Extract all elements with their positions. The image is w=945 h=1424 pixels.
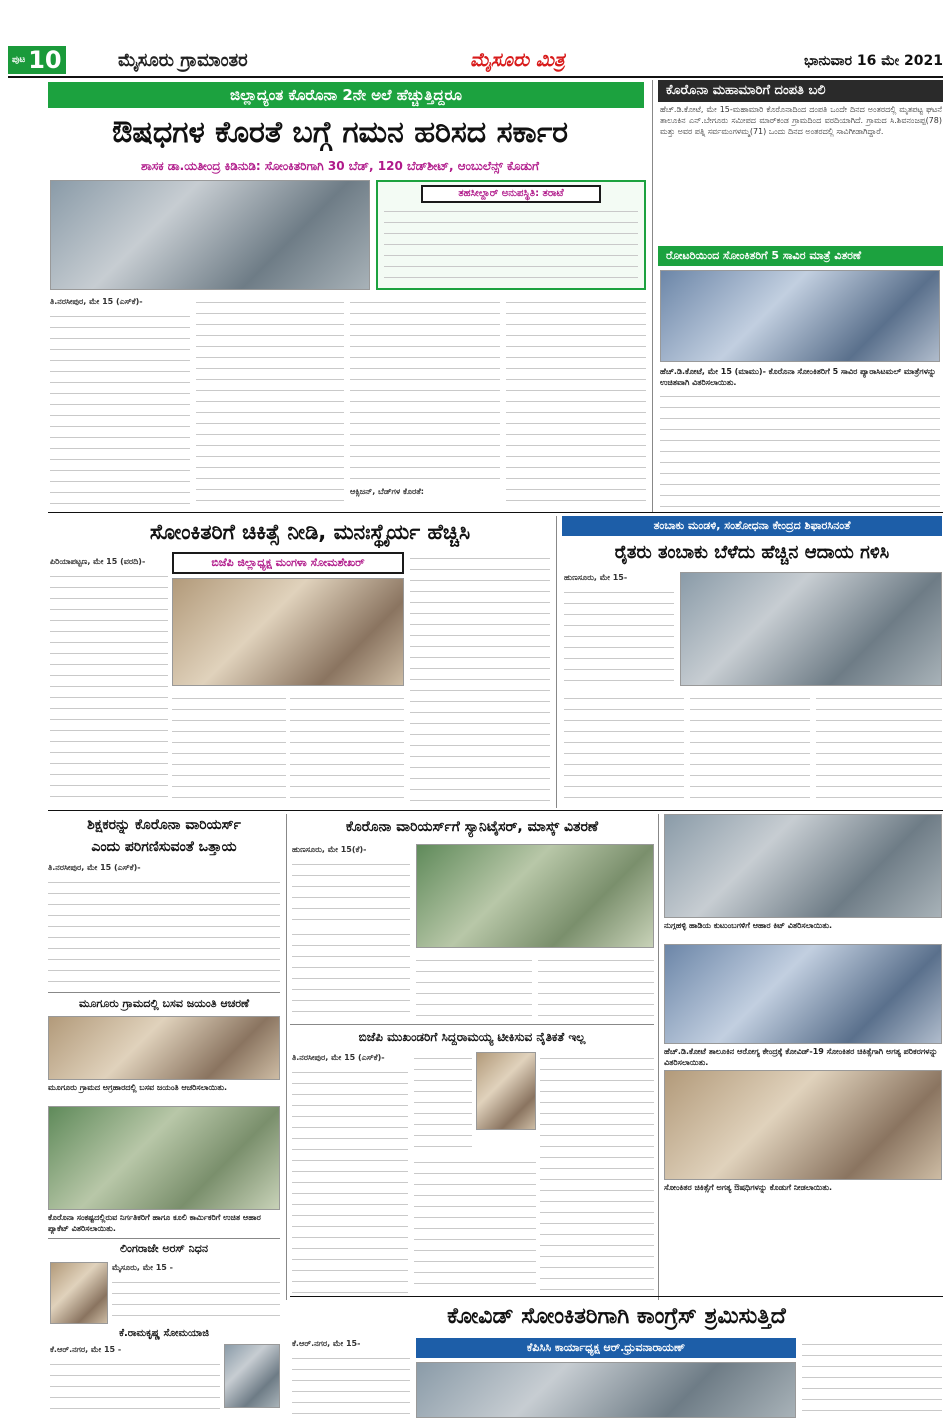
lead-col-2 bbox=[196, 296, 344, 510]
lead-kicker: ಜಿಲ್ಲಾದ್ಯಂತ ಕೊರೊನಾ 2ನೇ ಅಲೆ ಹೆಚ್ಚುತ್ತಿದ್ದರೂ bbox=[48, 82, 644, 108]
right-top-body bbox=[660, 390, 940, 510]
section-rule-2 bbox=[48, 810, 943, 811]
tobacco-kicker: ತಂಬಾಕು ಮಂಡಳಿ, ಸಂಶೋಧನಾ ಕೇಂದ್ರದ ಶಿಫಾರಸಿನಂತೆ bbox=[562, 516, 942, 536]
lead-inset-text bbox=[384, 205, 638, 289]
obit-rule bbox=[48, 1238, 280, 1239]
sanitizer-col-2 bbox=[292, 928, 410, 1020]
newspaper-logo: ಮೈಸೂರು ಮಿತ್ರ bbox=[470, 49, 565, 71]
lead-col-1 bbox=[50, 310, 190, 510]
basava-photo bbox=[48, 1016, 280, 1080]
sanitizer-col-4 bbox=[538, 954, 654, 1020]
sanitizer-col-1 bbox=[292, 858, 410, 922]
right-mid-caption-3: ಸೋಂಕಿತರ ಚಿಕಿತ್ಸೆಗೆ ಅಗತ್ಯ ಔಷಧಿಗಳನ್ನು ಕೊಡುಗೆ ನೀಡಲಾಯಿತು. bbox=[664, 1183, 833, 1192]
lead-photo bbox=[50, 180, 370, 290]
right-mid-caption-1: ನುಗ್ಗಹಳ್ಳಿ ಹಾಡಿಯ ಕುಟುಂಬಗಳಿಗೆ ಆಹಾರ ಕಿಟ್ ವಿತರಿಸಲಾಯಿತು. bbox=[664, 921, 833, 930]
page-label: ಪುಟ bbox=[12, 55, 26, 65]
basava-rule bbox=[48, 992, 280, 993]
obit-body-2 bbox=[50, 1358, 220, 1418]
right-photo bbox=[660, 270, 940, 362]
basava-caption: ಮೂಗೂರು ಗ್ರಾಮದ ಅಗ್ರಹಾರದಲ್ಲಿ ಬಸವ ಜಯಂತಿ ಆಚರಿಸಲಾಯಿತು. bbox=[48, 1083, 228, 1092]
tobacco-photo bbox=[680, 572, 942, 686]
section-rule-1 bbox=[48, 512, 943, 513]
col-divider-3 bbox=[286, 814, 287, 1300]
second-col-2 bbox=[172, 692, 286, 806]
lead-inset-box bbox=[376, 180, 646, 290]
sanitizer-headline: ಕೊರೊನಾ ವಾರಿಯರ್ಸ್‌ಗೆ ಸ್ಯಾನಿಟೈಸರ್, ಮಾಸ್ಕ್ ವಿತರಣೆ bbox=[345, 819, 599, 835]
lead-closing-label: ಆಕ್ಸಿಜನ್, ಬೆಡ್‌ಗಳ ಕೊರತೆ: bbox=[350, 487, 424, 496]
food-kit-caption: ಕೊರೊನಾ ಸಂಕಷ್ಟದಲ್ಲಿರುವ ನಿರ್ಗತಿಕರಿಗೆ ಹಾಗೂ ಕೂಲಿ ಕಾರ್ಮಿಕರಿಗೆ ಉಚಿತ ಆಹಾರ ಪ್ಯಾಕೆಟ್ ವಿತರಿಸಲಾಯಿತು. bbox=[48, 1213, 261, 1233]
teachers-headline-2: ಎಂದು ಪರಿಗಣಿಸುವಂತೆ ಒತ್ತಾಯ bbox=[91, 839, 237, 855]
bjp-col-2b bbox=[414, 1156, 536, 1294]
bjp-col-2a bbox=[414, 1052, 472, 1152]
right-lead-text: ಹೆಚ್.ಡಿ.ಕೋಟೆ, ಮೇ 15-ಮಹಾಮಾರಿ ಕೊರೊನಾದಿಂದ ದಂಪತಿ ಒಂದೇ ದಿನದ ಅಂತರದಲ್ಲಿ ಮೃತಪಟ್ಟ ಘಟನೆ ತಾಲೂಕಿನ ಎನ್.ಬೇಗೂರು ಸಮೀಪದ ಮಾರ್‌ಕಂಡ ಗ್ರಾಮದಿಂದ ವರದಿಯಾಗಿದೆ. ಗ್ರಾಮದ ಸಿ.ಶಿವನಂಜಪ್ಪ(78) ಮತ್ತು ಅವರ ಪತ್ನಿ ಸರ್ವಮಂಗಳಮ್ಮ(71) ಒಂದು ದಿನದ ಅಂತರದಲ್ಲಿ ಸಾವಿಗೀಡಾಗಿದ್ದಾರೆ. bbox=[660, 105, 942, 136]
tobacco-headline: ರೈತರು ತಂಬಾಕು ಬೆಳೆದು ಹೆಚ್ಚಿನ ಆದಾಯ ಗಳಿಸಿ bbox=[614, 542, 890, 563]
sanitizer-byline: ಹುಣಸೂರು, ಮೇ 15(ಕೆ)- bbox=[292, 845, 367, 854]
issue-date: ಭಾನುವಾರ 16 ಮೇ 2021 bbox=[803, 53, 943, 69]
obit-body-1 bbox=[112, 1276, 280, 1324]
teachers-headline-1: ಶಿಕ್ಷಕರನ್ನು ಕೊರೊನಾ ವಾರಿಯರ್ಸ್ bbox=[87, 817, 241, 833]
tobacco-col-3 bbox=[690, 692, 810, 806]
obit-head-2: ಕೆ.ರಾಮಕೃಷ್ಣ ಸೋಮಯಾಜಿ bbox=[119, 1328, 209, 1339]
tobacco-col-1 bbox=[564, 586, 674, 686]
lead-col-3 bbox=[350, 296, 500, 484]
lead-headline: ಔಷಧಗಳ ಕೊರತೆ ಬಗ್ಗೆ ಗಮನ ಹರಿಸದ ಸರ್ಕಾರ bbox=[111, 115, 569, 150]
bjp-byline: ತಿ.ನರಸೀಪುರ, ಮೇ 15 (ಎಸ್‌ಕೆ)- bbox=[292, 1053, 385, 1062]
teachers-byline: ತಿ.ನರಸೀಪುರ, ಮೇ 15 (ಎಸ್‌ಕೆ)- bbox=[48, 863, 141, 872]
congress-col-right bbox=[802, 1338, 942, 1418]
tobacco-byline: ಹುಣಸೂರು, ಮೇ 15- bbox=[564, 573, 628, 582]
bjp-headline: ಬಿಜೆಪಿ ಮುಖಂಡರಿಗೆ ಸಿದ್ದರಾಮಯ್ಯ ಟೀಕಿಸುವ ನೈತಿಕತೆ ಇಲ್ಲ bbox=[358, 1030, 586, 1044]
right-mid-photo-2 bbox=[664, 944, 942, 1044]
page-number-badge bbox=[8, 46, 120, 74]
bjp-rule bbox=[290, 1024, 654, 1025]
obit-byline-2: ಕೆ.ಆರ್.ನಗರ, ಮೇ 15 - bbox=[50, 1345, 122, 1354]
section-rule-3 bbox=[290, 1296, 943, 1297]
second-byline: ಪಿರಿಯಾಪಟ್ಟಣ, ಮೇ 15 (ವರದಿ)- bbox=[50, 557, 146, 566]
right-mid-photo-3 bbox=[664, 1070, 942, 1180]
masthead-rule bbox=[8, 76, 943, 78]
obit-portrait-2 bbox=[224, 1344, 280, 1408]
second-photo bbox=[172, 578, 404, 686]
right-photo-caption: ಹೆಚ್.ಡಿ.ಕೋಟೆ, ಮೇ 15 (ಮಾಮು)- ಕೊರೊನಾ ಸೋಂಕಿತರಿಗೆ 5 ಸಾವಿರ ಪ್ಯಾರಾಸಿಟಮಲ್ ಮಾತ್ರೆಗಳನ್ನು ಉಚಿತವಾಗಿ ವಿತರಿಸಲಾಯಿತು. bbox=[660, 367, 937, 387]
lead-byline: ತಿ.ನರಸೀಪುರ, ಮೇ 15 (ಎಸ್‌ಕೆ)- bbox=[50, 297, 143, 306]
col-divider bbox=[652, 80, 653, 512]
basava-headline: ಮೂಗೂರು ಗ್ರಾಮದಲ್ಲಿ ಬಸವ ಜಯಂತಿ ಆಚರಣೆ bbox=[78, 997, 250, 1010]
tobacco-col-4 bbox=[816, 692, 942, 806]
second-col-3 bbox=[290, 692, 404, 806]
tobacco-col-2 bbox=[564, 692, 684, 806]
obit-head-1: ಲಿಂಗರಾಜೇ ಅರಸ್ ನಿಧನ bbox=[119, 1242, 208, 1255]
lead-inset-tag: ತಹಸೀಲ್ದಾರ್ ಅನುಪಸ್ಥಿತಿ: ತರಾಟೆ bbox=[421, 185, 601, 203]
second-col-1 bbox=[50, 570, 168, 806]
obit-byline-1: ಮೈಸೂರು, ಮೇ 15 - bbox=[112, 1263, 173, 1272]
col-divider-4 bbox=[658, 814, 659, 1300]
right-mid-photo-1 bbox=[664, 814, 942, 918]
col-divider-2 bbox=[556, 516, 557, 808]
teachers-body bbox=[48, 876, 280, 988]
bjp-portrait bbox=[476, 1052, 536, 1130]
page-number: 10 bbox=[28, 46, 62, 74]
lead-col-4 bbox=[506, 296, 646, 510]
second-col-4 bbox=[410, 552, 550, 806]
congress-headline: ಕೋವಿಡ್ ಸೋಂಕಿತರಿಗಾಗಿ ಕಾಂಗ್ರೆಸ್ ಶ್ರಮಿಸುತ್ತಿದೆ bbox=[447, 1304, 786, 1329]
congress-col-1 bbox=[292, 1352, 410, 1418]
right-sub-head: ರೋಟರಿಯಿಂದ ಸೋಂಕಿತರಿಗೆ 5 ಸಾವಿರ ಮಾತ್ರೆ ವಿತರಣೆ bbox=[658, 246, 943, 266]
congress-band: ಕೆಪಿಸಿಸಿ ಕಾರ್ಯಾಧ್ಯಕ್ಷ ಆರ್.ಧ್ರುವನಾರಾಯಣ್ bbox=[416, 1338, 796, 1358]
congress-byline: ಕೆ.ಆರ್.ನಗರ, ಮೇ 15- bbox=[292, 1339, 361, 1348]
bjp-col-1 bbox=[292, 1066, 408, 1294]
obit-portrait-1 bbox=[50, 1262, 108, 1324]
food-kit-photo bbox=[48, 1106, 280, 1210]
right-box-head: ಕೊರೊನಾ ಮಹಾಮಾರಿಗೆ ದಂಪತಿ ಬಲಿ bbox=[658, 80, 943, 102]
bjp-col-3 bbox=[540, 1052, 654, 1294]
right-mid-caption-2: ಹೆಚ್.ಡಿ.ಕೋಟೆ ತಾಲೂಕಿನ ಆರೋಗ್ಯ ಕೇಂದ್ರಕ್ಕೆ ಕೋವಿಡ್-19 ಸೋಂಕಿತರ ಚಿಕಿತ್ಸೆಗಾಗಿ ಅಗತ್ಯ ಪರಿಕರಗಳನ್ನು ವಿತರಿಸಲಾಯಿತು. bbox=[664, 1047, 938, 1067]
lead-subhead: ಶಾಸಕ ಡಾ.ಯತೀಂದ್ರ ಕಿಡಿನುಡಿ: ಸೋಂಕಿತರಿಗಾಗಿ 30 ಬೆಡ್, 120 ಬೆಡ್‌ಶೀಟ್, ಆಂಬುಲೆನ್ಸ್ ಕೊಡುಗೆ bbox=[141, 159, 539, 173]
congress-photo bbox=[416, 1362, 796, 1418]
second-tag: ಬಿಜೆಪಿ ಜಿಲ್ಲಾಧ್ಯಕ್ಷ ಮಂಗಳಾ ಸೋಮಶೇಖರ್ bbox=[172, 552, 404, 574]
sanitizer-col-3 bbox=[416, 954, 532, 1020]
second-headline: ಸೋಂಕಿತರಿಗೆ ಚಿಕಿತ್ಸೆ ನೀಡಿ, ಮನಃಸ್ಥೈರ್ಯ ಹೆಚ್ಚಿಸಿ bbox=[149, 520, 471, 544]
sanitizer-photo bbox=[416, 844, 654, 948]
section-title: ಮೈಸೂರು ಗ್ರಾಮಾಂತರ bbox=[118, 50, 248, 71]
